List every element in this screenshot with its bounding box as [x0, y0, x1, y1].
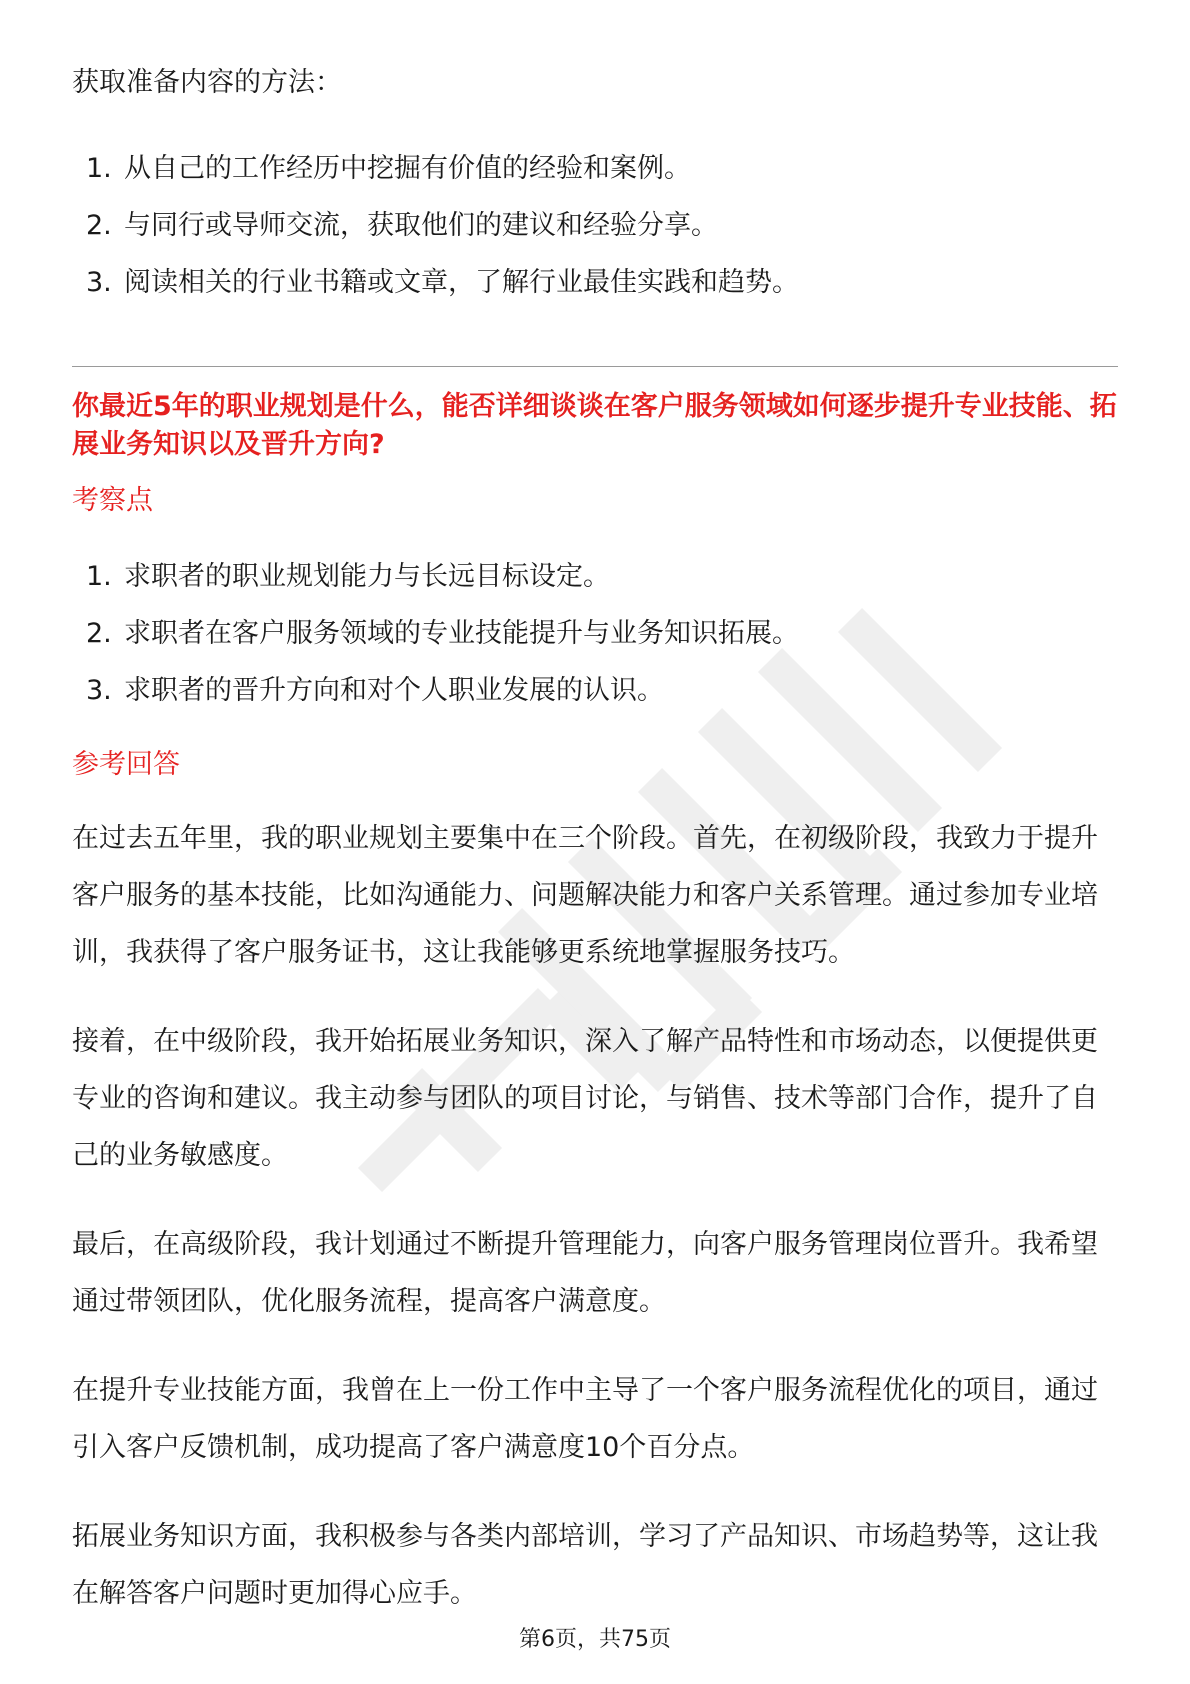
page-footer: 第6页，共75页 — [519, 1627, 671, 1652]
list-item — [86, 197, 799, 254]
list-number: 3. — [86, 675, 112, 706]
list-text: 阅读相关的行业书籍或文章，了解行业最佳实践和趋势。 — [124, 267, 799, 298]
list-item — [86, 662, 799, 719]
list-number: 2. — [86, 210, 112, 241]
answer-paragraph: 在过去五年里，我的职业规划主要集中在三个阶段。首先，在初级阶段，我致力于提升客户服务的基本技能，比如沟通能力、问题解决能力和客户关系管理。通过参加专业培训，我获得了客户服务证书，这让我能够更系统地掌握服务技巧。 — [72, 823, 1098, 968]
answer-paragraph: 拓展业务知识方面，我积极参与各类内部培训，学习了产品知识、市场趋势等，这让我在解答客户问题时更加得心应手。 — [72, 1521, 1098, 1609]
list-text: 与同行或导师交流，获取他们的建议和经验分享。 — [124, 210, 718, 241]
list-item — [86, 605, 799, 662]
answer-paragraph: 在提升专业技能方面，我曾在上一份工作中主导了一个客户服务流程优化的项目，通过引入客户反馈机制，成功提高了客户满意度10个百分点。 — [72, 1375, 1098, 1463]
list-item — [86, 140, 799, 197]
answer-paragraph: 接着，在中级阶段，我开始拓展业务知识，深入了解产品特性和市场动态，以便提供更专业的咨询和建议。我主动参与团队的项目讨论，与销售、技术等部门合作，提升了自己的业务敏感度。 — [72, 1026, 1098, 1171]
list-number: 1. — [86, 561, 112, 592]
list-item — [86, 548, 799, 605]
exam-points-heading: 考察点 — [72, 485, 153, 516]
methods-list — [86, 140, 799, 311]
list-number: 3. — [86, 267, 112, 298]
exam-points-list — [86, 548, 799, 719]
list-number: 1. — [86, 153, 112, 184]
intro-label: 获取准备内容的方法： — [72, 67, 342, 98]
section-divider — [72, 366, 1118, 367]
list-item — [86, 254, 799, 311]
list-text: 求职者的职业规划能力与长远目标设定。 — [124, 561, 610, 592]
list-text: 求职者的晋升方向和对个人职业发展的认识。 — [124, 675, 664, 706]
answer-paragraph: 最后，在高级阶段，我计划通过不断提升管理能力，向客户服务管理岗位晋升。我希望通过带领团队，优化服务流程，提高客户满意度。 — [72, 1229, 1098, 1317]
list-text: 求职者在客户服务领域的专业技能提升与业务知识拓展。 — [124, 618, 799, 649]
list-text: 从自己的工作经历中挖掘有价值的经验和案例。 — [124, 153, 691, 184]
list-number: 2. — [86, 618, 112, 649]
interview-question: 你最近5年的职业规划是什么，能否详细谈谈在客户服务领域如何逐步提升专业技能、拓展业务知识以及晋升方向? — [72, 391, 1117, 460]
reference-answer-heading: 参考回答 — [72, 749, 180, 780]
